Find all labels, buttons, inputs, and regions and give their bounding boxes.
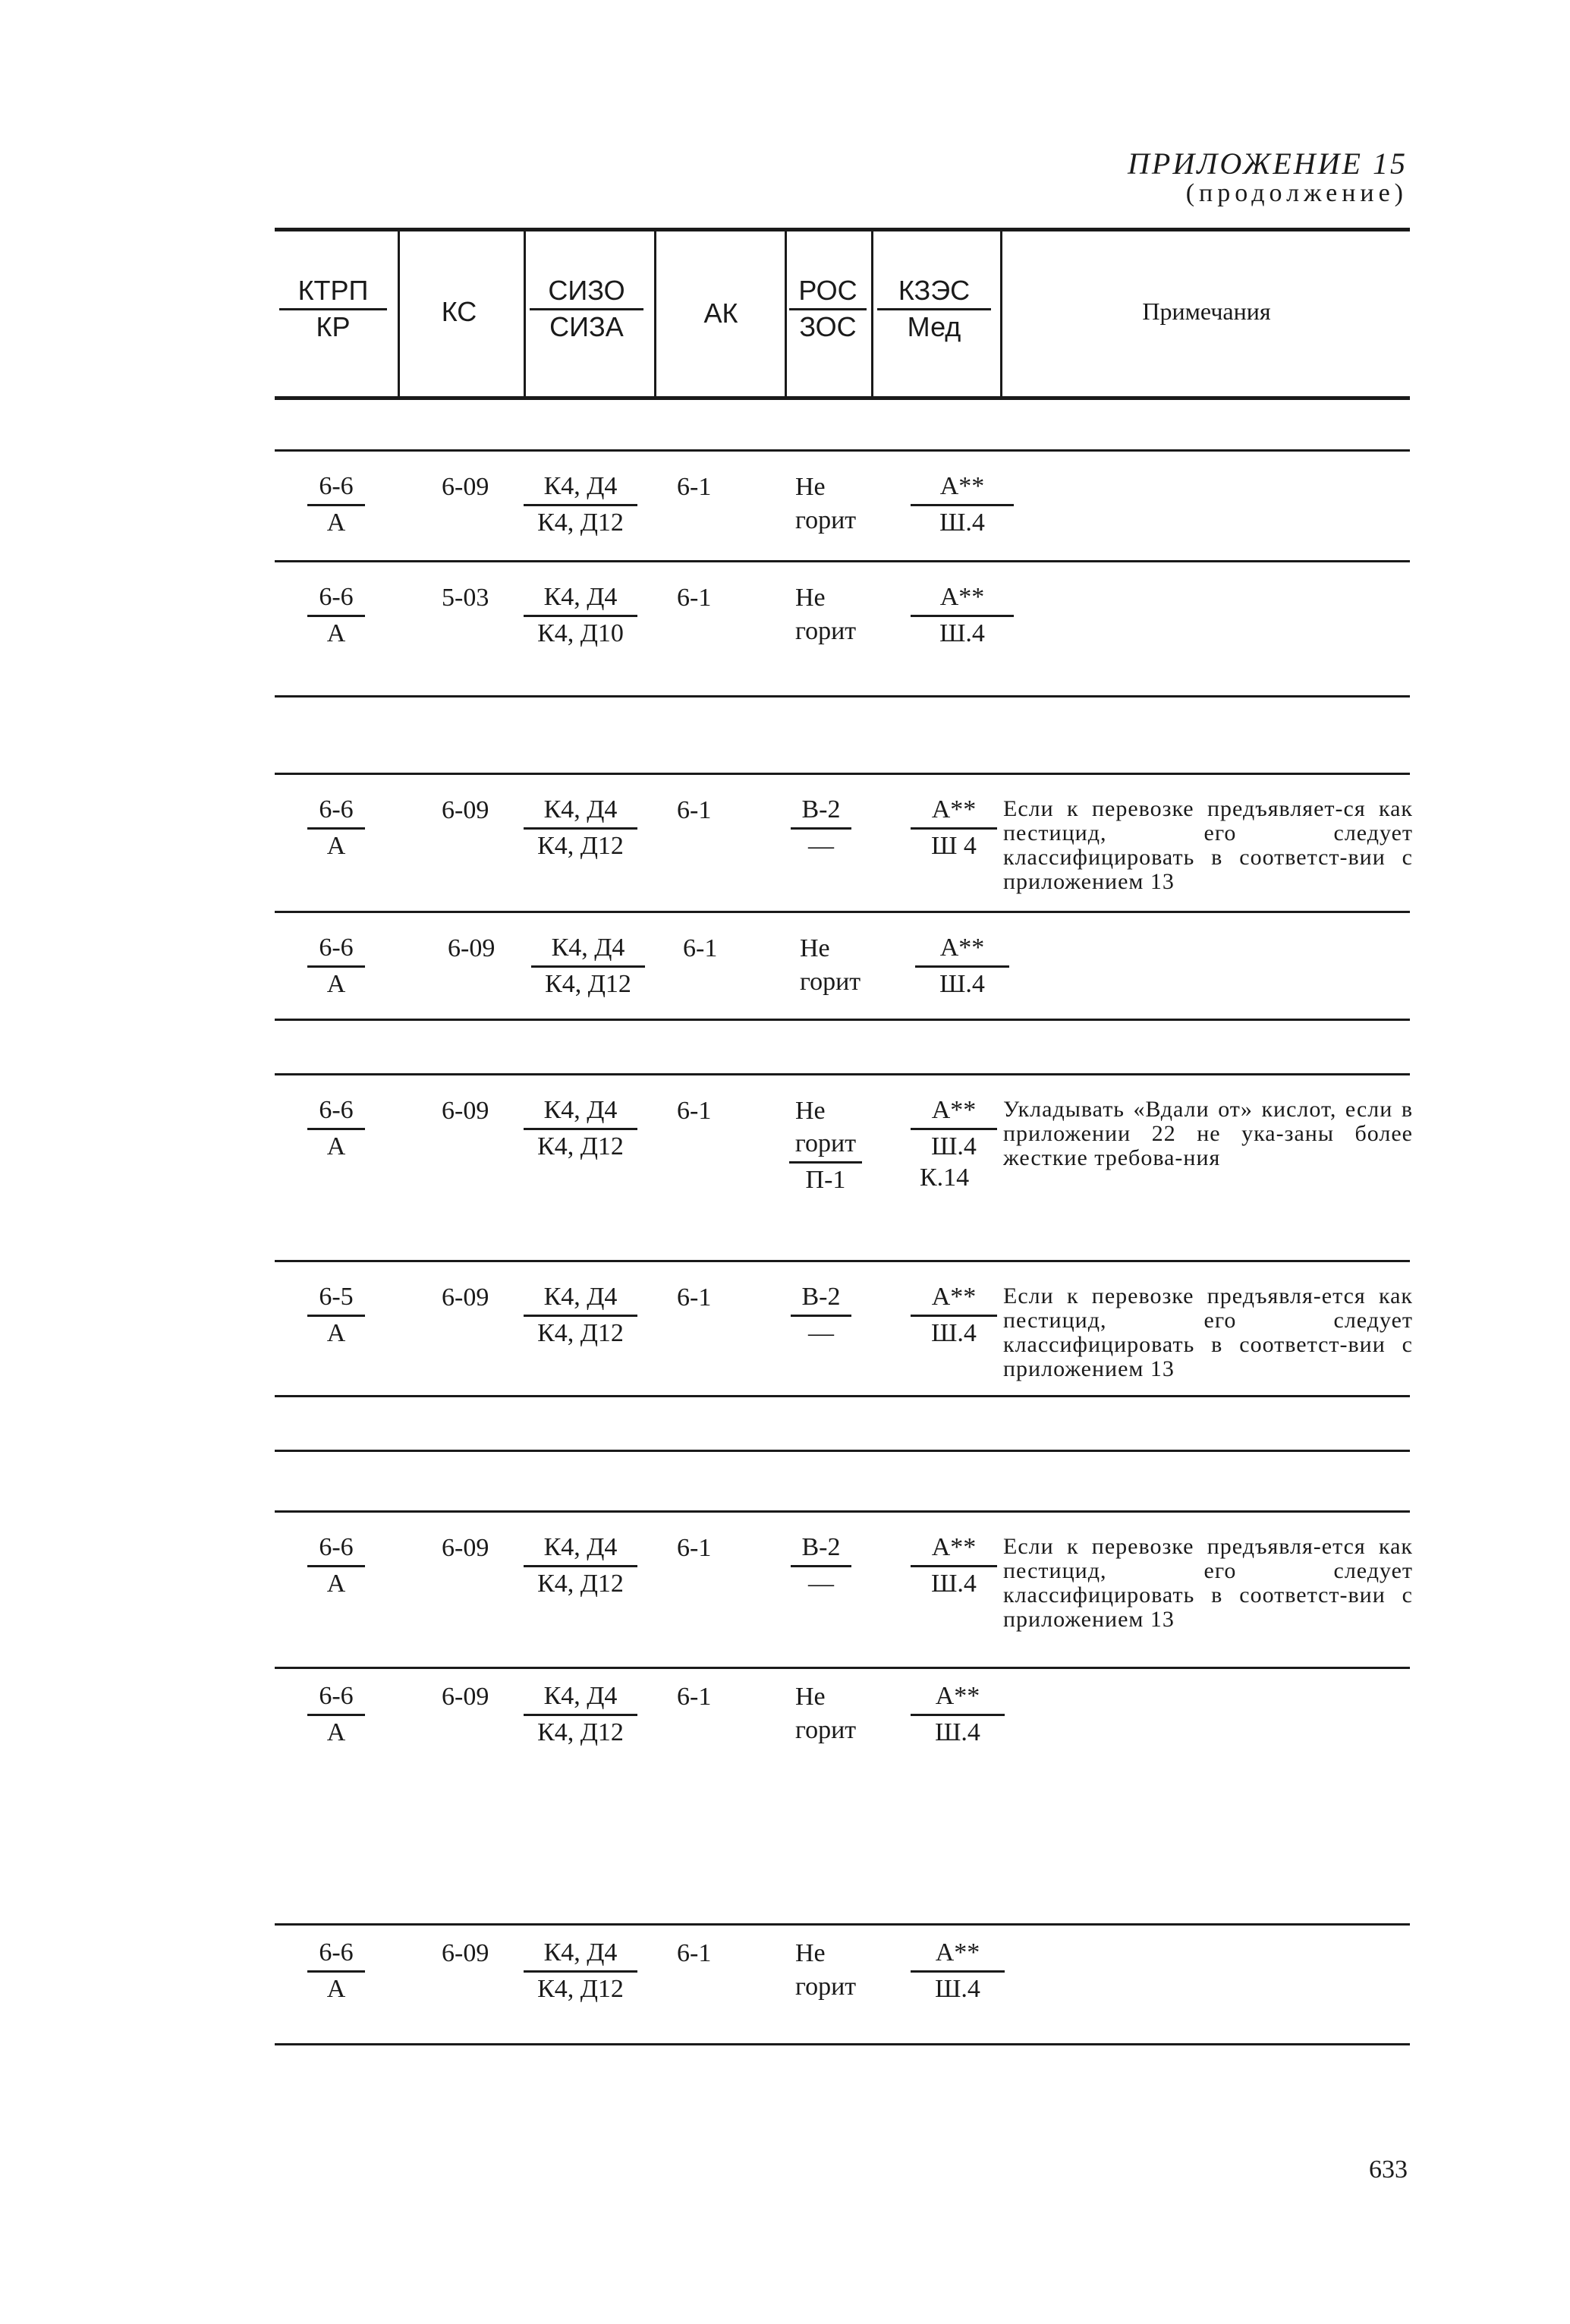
cell-ros: В-2 xyxy=(791,1281,851,1317)
cell-sizo: К4, Д4 xyxy=(524,1281,637,1317)
cell-siza: К4, Д12 xyxy=(537,1132,624,1160)
cell-sizo-siza xyxy=(524,471,637,539)
cell-kzes-med xyxy=(911,794,997,862)
appendix-subtitle: (продолжение) xyxy=(1185,179,1408,207)
cell-kzes-med xyxy=(911,1680,1005,1749)
cell-sizo-siza xyxy=(524,1937,637,2005)
cell-ktrp: 6-6 xyxy=(307,932,365,968)
cell-ktrp: 6-6 xyxy=(307,1532,365,1567)
cell-ktrp: 6-6 xyxy=(307,471,365,506)
cell-med: Ш.4 xyxy=(935,1975,980,2003)
cell-ak: 6-1 xyxy=(677,473,712,501)
cell-zos: — xyxy=(808,832,834,860)
col-divider xyxy=(1000,231,1002,396)
col-divider xyxy=(654,231,656,396)
cell-ak: 6-1 xyxy=(677,1534,712,1562)
cell-ktrp-kr xyxy=(307,932,365,1000)
row-separator xyxy=(275,560,1410,562)
cell-kr: А xyxy=(326,1975,346,2003)
cell-sizo: К4, Д4 xyxy=(524,1680,637,1716)
cell-kr: А xyxy=(326,970,346,998)
table-top-rule xyxy=(275,228,1410,231)
cell-ktrp: 6-6 xyxy=(307,1680,365,1716)
cell-sizo: К4, Д4 xyxy=(524,1532,637,1567)
cell-ros: В-2 xyxy=(791,794,851,830)
cell-kzes-med xyxy=(911,581,1014,650)
cell-zos: горит xyxy=(795,506,857,534)
cell-siza: К4, Д12 xyxy=(545,970,631,998)
cell-kzes: А** xyxy=(911,1094,997,1130)
col-divider xyxy=(785,231,787,396)
cell-kzes: А** xyxy=(911,1281,997,1317)
cell-sizo-siza xyxy=(524,1281,637,1349)
cell-sizo: К4, Д4 xyxy=(524,471,637,506)
header-ros-zos xyxy=(789,275,867,343)
header-kr: КР xyxy=(316,311,351,342)
cell-ros: В-2 xyxy=(791,1532,851,1567)
row-separator xyxy=(275,1450,1410,1452)
cell-med: Ш.4 xyxy=(931,1132,977,1160)
cell-ros: Не xyxy=(795,584,826,612)
table-header-bottom-rule xyxy=(275,396,1410,400)
cell-sizo-siza xyxy=(524,581,637,650)
cell-ros-zos xyxy=(791,1281,851,1349)
cell-sizo: К4, Д4 xyxy=(531,932,645,968)
cell-kr: А xyxy=(326,1570,346,1598)
cell-kzes-med xyxy=(911,471,1014,539)
cell-med: Ш 4 xyxy=(931,832,977,860)
header-ktrp: КТРП xyxy=(279,275,387,310)
cell-kzes-med xyxy=(911,1937,1005,2005)
cell-zos-extra: П-1 xyxy=(805,1166,846,1194)
cell-kr: А xyxy=(326,1718,346,1746)
cell-zos: горит xyxy=(795,1716,857,1744)
cell-ks: 6-09 xyxy=(442,1097,489,1125)
cell-sizo: К4, Д4 xyxy=(524,581,637,617)
header-sizo: СИЗО xyxy=(530,275,643,310)
appendix-title: ПРИЛОЖЕНИЕ 15 xyxy=(1128,146,1408,181)
header-kzes-med xyxy=(877,275,991,343)
cell-ktrp: 6-6 xyxy=(307,794,365,830)
cell-sizo-siza xyxy=(524,794,637,862)
cell-ak: 6-1 xyxy=(677,1097,712,1125)
cell-med: Ш.4 xyxy=(931,1319,977,1347)
cell-ros-zos xyxy=(791,794,851,862)
cell-ktrp-kr xyxy=(307,794,365,862)
header-ks: КС xyxy=(441,296,477,327)
cell-ros: Не xyxy=(795,1097,826,1125)
cell-ros: Не xyxy=(795,473,826,501)
cell-ktrp-kr xyxy=(307,581,365,650)
cell-med: Ш.4 xyxy=(939,619,985,647)
cell-note: Если к перевозке предъявляет-ся как пестицид, его следует классифицировать в соответст-вии с приложением 13 xyxy=(1003,796,1413,894)
cell-siza: К4, Д12 xyxy=(537,1975,624,2003)
cell-kzes-med xyxy=(911,1281,997,1349)
row-separator xyxy=(275,449,1410,452)
cell-med: Ш.4 xyxy=(939,509,985,537)
cell-ros: Не xyxy=(795,1683,826,1711)
cell-ks: 6-09 xyxy=(442,1939,489,1967)
cell-ak: 6-1 xyxy=(683,934,718,962)
cell-zos: горит xyxy=(795,1973,857,2001)
cell-zos: — xyxy=(808,1319,834,1347)
cell-med: Ш.4 xyxy=(939,970,985,998)
cell-kzes-med xyxy=(911,1094,997,1163)
cell-kzes: А** xyxy=(911,581,1014,617)
cell-siza: К4, Д12 xyxy=(537,1570,624,1598)
cell-zos: — xyxy=(808,1570,834,1598)
cell-zos: горит xyxy=(800,968,861,996)
cell-ktrp: 6-6 xyxy=(307,1094,365,1130)
row-separator xyxy=(275,1260,1410,1262)
cell-kzes: А** xyxy=(911,1680,1005,1716)
header-zos: ЗОС xyxy=(799,311,857,342)
cell-ak: 6-1 xyxy=(677,1283,712,1312)
cell-ks: 5-03 xyxy=(442,584,489,612)
cell-ak: 6-1 xyxy=(677,1939,712,1967)
cell-kzes-med xyxy=(911,1532,997,1600)
cell-sizo-siza xyxy=(524,1680,637,1749)
cell-med: Ш.4 xyxy=(935,1718,980,1746)
cell-note: Укладывать «Вдали от» кислот, если в приложении 22 не ука-заны более жесткие требова-ния xyxy=(1003,1097,1413,1170)
header-med: Мед xyxy=(907,311,961,342)
cell-kzes: А** xyxy=(915,932,1009,968)
cell-note: Если к перевозке предъявля-ется как пестицид, его следует классифицировать в соответст-вии с приложением 13 xyxy=(1003,1534,1413,1632)
header-ktrp-kr xyxy=(279,275,387,343)
cell-sizo: К4, Д4 xyxy=(524,1937,637,1973)
header-notes: Примечания xyxy=(1142,298,1271,325)
cell-siza: К4, Д12 xyxy=(537,832,624,860)
cell-kzes: А** xyxy=(911,1937,1005,1973)
cell-ks: 6-09 xyxy=(442,1534,489,1562)
cell-kzes: А** xyxy=(911,471,1014,506)
cell-ks: 6-09 xyxy=(448,934,496,962)
header-kzes: КЗЭС xyxy=(877,275,991,310)
cell-kzes: А** xyxy=(911,794,997,830)
cell-kr: А xyxy=(326,1319,346,1347)
cell-ktrp-kr xyxy=(307,1937,365,2005)
row-separator xyxy=(275,695,1410,698)
cell-kr: А xyxy=(326,509,346,537)
cell-sizo: К4, Д4 xyxy=(524,1094,637,1130)
cell-ktrp-kr xyxy=(307,471,365,539)
col-divider xyxy=(398,231,400,396)
cell-sizo-siza xyxy=(524,1532,637,1600)
row-separator xyxy=(275,1019,1410,1021)
col-divider xyxy=(871,231,873,396)
cell-kr: А xyxy=(326,619,346,647)
cell-ks: 6-09 xyxy=(442,1283,489,1312)
cell-ak: 6-1 xyxy=(677,796,712,824)
cell-sizo-siza xyxy=(524,1094,637,1163)
cell-med-extra: К.14 xyxy=(920,1164,970,1192)
cell-ros: Не xyxy=(800,934,830,962)
cell-ktrp: 6-6 xyxy=(307,1937,365,1973)
cell-ktrp-kr xyxy=(307,1281,365,1349)
col-divider xyxy=(524,231,526,396)
cell-kzes-med xyxy=(915,932,1009,1000)
row-separator xyxy=(275,2043,1410,2045)
row-separator xyxy=(275,1073,1410,1075)
cell-med: Ш.4 xyxy=(931,1570,977,1598)
cell-sizo-siza xyxy=(531,932,645,1000)
cell-zos-stack xyxy=(789,1128,862,1196)
row-separator xyxy=(275,1667,1410,1669)
cell-ktrp: 6-5 xyxy=(307,1281,365,1317)
cell-ktrp-kr xyxy=(307,1532,365,1600)
header-ros: РОС xyxy=(789,275,867,310)
cell-note: Если к перевозке предъявля-ется как пестицид, его следует классифицировать в соответст-вии с приложением 13 xyxy=(1003,1283,1413,1381)
row-separator xyxy=(275,773,1410,775)
header-ak: АК xyxy=(703,298,738,329)
cell-ks: 6-09 xyxy=(442,473,489,501)
header-sizo-siza xyxy=(530,275,643,343)
cell-kr: А xyxy=(326,832,346,860)
cell-ktrp-kr xyxy=(307,1094,365,1163)
cell-zos: горит xyxy=(789,1128,862,1164)
page-number: 633 xyxy=(1369,2156,1408,2184)
cell-siza: К4, Д12 xyxy=(537,509,624,537)
cell-ak: 6-1 xyxy=(677,584,712,612)
row-separator xyxy=(275,911,1410,913)
row-separator xyxy=(275,1510,1410,1513)
cell-ktrp-kr xyxy=(307,1680,365,1749)
cell-kr: А xyxy=(326,1132,346,1160)
cell-ros: Не xyxy=(795,1939,826,1967)
header-siza: СИЗА xyxy=(549,311,624,342)
cell-sizo: К4, Д4 xyxy=(524,794,637,830)
cell-kzes: А** xyxy=(911,1532,997,1567)
cell-ros-zos xyxy=(791,1532,851,1600)
cell-ktrp: 6-6 xyxy=(307,581,365,617)
cell-zos: горит xyxy=(795,617,857,645)
cell-siza: К4, Д10 xyxy=(537,619,624,647)
cell-siza: К4, Д12 xyxy=(537,1319,624,1347)
cell-siza: К4, Д12 xyxy=(537,1718,624,1746)
cell-ak: 6-1 xyxy=(677,1683,712,1711)
cell-ks: 6-09 xyxy=(442,1683,489,1711)
cell-ks: 6-09 xyxy=(442,796,489,824)
row-separator xyxy=(275,1395,1410,1397)
row-separator xyxy=(275,1923,1410,1926)
